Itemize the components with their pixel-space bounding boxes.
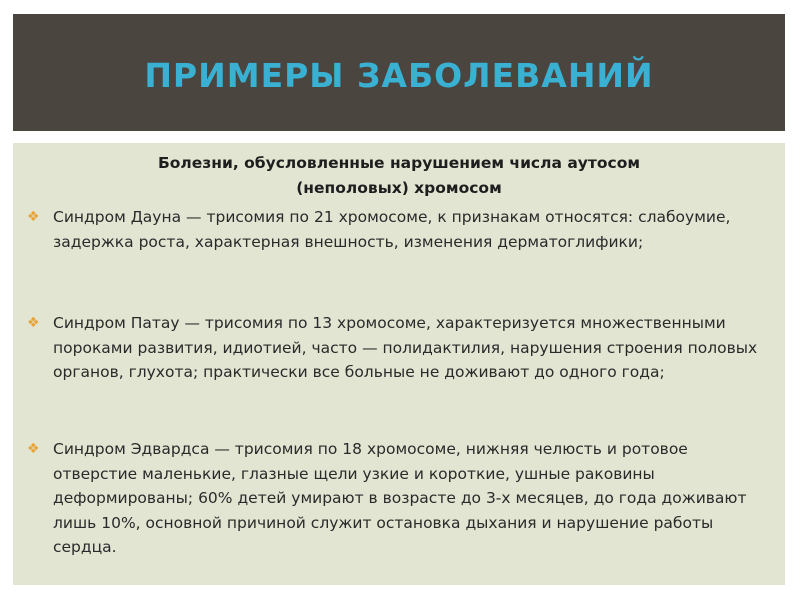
bullet-text: Синдром Патау — трисомия по 13 хромосоме, характеризуется множественными пороками развития, идиотией, часто — полидактилия, нарушения строения половых органов, глухота; практически все больные не доживают до одного года; [53, 314, 758, 381]
subheading-line-1: Болезни, обусловленные нарушением числа аутосом [157, 154, 641, 172]
slide-title: ПРИМЕРЫ ЗАБОЛЕВАНИЙ [144, 56, 654, 95]
bullet-item-patau-syndrome [27, 311, 767, 385]
diamond-outline-icon: ❖ [27, 209, 40, 225]
bullet-text: Синдром Эдвардса — трисомия по 18 хромосоме, нижняя челюсть и ротовое отверстие маленькие, глазные щели узкие и короткие, ушные раковины деформированы; 60% детей умирают в возрасте до 3-х месяцев, до года доживают лишь 10%, основной причиной служит остановка дыхания и нарушение работы сердца. [53, 440, 747, 556]
diamond-outline-icon: ❖ [27, 441, 40, 457]
diamond-outline-icon: ❖ [27, 315, 40, 331]
bullet-item-down-syndrome [27, 205, 767, 254]
title-bar [13, 14, 785, 131]
subheading-line-2: (неполовых) хромосом [296, 179, 502, 197]
bullet-text: Синдром Дауна — трисомия по 21 хромосоме, к признакам относятся: слабоумие, задержка роста, характерная внешность, изменения дерматоглифики; [53, 208, 731, 251]
content-panel [13, 143, 785, 585]
subheading [13, 151, 785, 201]
bullet-item-edwards-syndrome [27, 437, 767, 560]
